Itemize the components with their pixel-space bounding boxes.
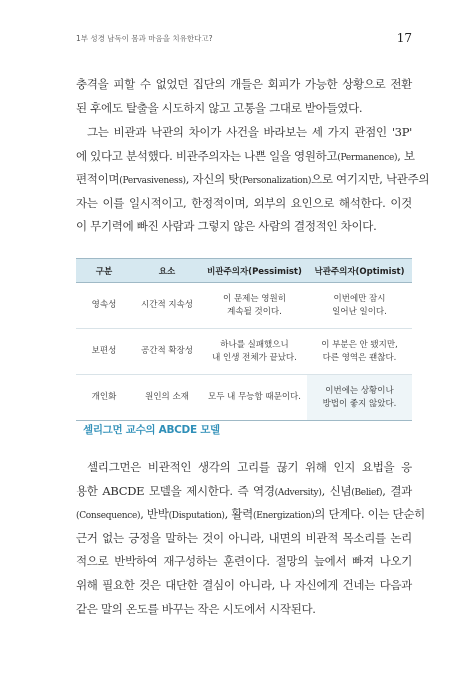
page-header [76,30,412,46]
paragraph-1 [76,73,412,120]
table-cell-element: 원인의 소재 [132,375,202,421]
section-title: 셀리그먼 교수의 ABCDE 모델 [83,424,220,436]
paragraph-line: 그는 비관과 낙관의 차이가 사건을 바라보는 세 가지 관점인 '3P' [87,125,412,139]
cell-line: 방법이 좋지 않았다. [322,398,397,409]
column-header: 낙관주의자(Optimist) [307,259,412,283]
cell-line: 이 부분은 안 됐지만, [321,339,398,350]
table-cell-element: 공간적 확장성 [132,329,202,375]
cell-line: 내 인생 전체가 끝났다. [212,352,297,363]
paragraph-line: 적으로 반박하여 재구성하는 훈련이다. 절망의 늪에서 빠져 나오기 [76,554,412,569]
paragraph-line: 충격을 피할 수 없었던 집단의 개들은 회피가 가능한 상황으로 전환 [76,77,412,91]
paragraph-3 [76,456,425,621]
column-header: 비관주의자(Pessimist) [202,259,307,283]
cell-line: 계속될 것이다. [227,306,282,317]
paragraph-line: 근거 없는 긍정을 말하는 것이 아니라, 내면의 비관적 목소리를 논리 [76,530,412,545]
column-header: 구분 [76,259,132,283]
table-cell-category: 영속성 [76,283,132,329]
running-head: 1부 성경 남독이 몸과 마음을 치유한다고? [76,33,213,43]
cell-line: 이 문제는 영원히 [223,293,286,304]
cell-line: 일어난 일이다. [332,306,387,317]
table-cell-pessimist [202,329,307,375]
column-header: 요소 [132,259,202,283]
table-header-row [76,259,412,283]
table-cell-optimist [307,283,412,329]
table-row [76,375,412,421]
table-cell-element: 시간적 지속성 [132,283,202,329]
cell-line: 이번에는 상황이나 [325,385,394,396]
cell-line: 이번에만 잠시 [333,293,386,304]
table-cell-optimist [307,375,412,421]
cell-line: 하나를 실패했으니 [220,339,289,350]
cell-line: 모두 내 무능함 때문이다. [208,392,301,402]
paragraph-line: 된 후에도 탈출을 시도하지 않고 고통을 그대로 받아들였다. [76,100,363,115]
paragraph-line: 셀리그먼은 비관적인 생각의 고리를 끊기 위해 인지 요법을 응 [87,460,412,474]
paragraph-line: 같은 말의 온도를 바꾸는 작은 시도에서 시작된다. [76,601,316,616]
paragraph-line: 위해 필요한 것은 대단한 결심이 아니라, 나 자신에게 건네는 다음과 [76,577,412,592]
table-cell-category: 개인화 [76,375,132,421]
table-row [76,329,412,375]
table-row [76,283,412,329]
paragraph-line: 에 있다고 분석했다. 비관주의자는 나쁜 일을 영원하고(Permanence), 보 [76,148,415,163]
paragraph-line: 용한 ABCDE 모델을 제시한다. 즉 역경(Adversity), 신념(Belief), 결과 [76,483,412,498]
paragraph-line: 자는 이를 일시적이고, 한정적이며, 외부의 요인으로 해석한다. 이것 [76,195,412,210]
table-cell-pessimist [202,375,307,421]
3p-comparison-table [76,258,412,421]
table-cell-category: 보편성 [76,329,132,375]
table-cell-pessimist [202,283,307,329]
table-cell-optimist [307,329,412,375]
paragraph-line: 이 무기력에 빠진 사람과 그렇지 않은 사람의 결정적인 차이다. [76,219,377,234]
page-number: 17 [396,31,412,45]
cell-line: 다른 영역은 괜찮다. [322,352,397,363]
paragraph-2 [76,121,430,239]
paragraph-line: 편적이며(Pervasiveness), 자신의 탓(Personalization)으로 여기지만, 낙관주의 [76,172,430,187]
paragraph-line: (Consequence), 반박(Disputation), 활력(Energization)의 단계다. 이는 단순히 [76,507,425,522]
